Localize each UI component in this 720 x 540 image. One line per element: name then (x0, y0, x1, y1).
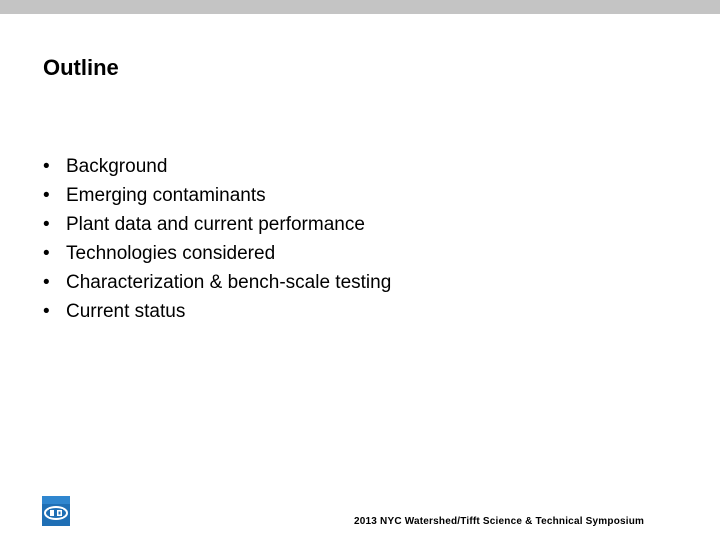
bullet-text: Plant data and current performance (66, 214, 365, 235)
list-item (43, 210, 391, 239)
bullet-icon: • (43, 272, 50, 293)
bullet-icon: • (43, 185, 50, 206)
list-item (43, 239, 391, 268)
organization-logo-icon (42, 496, 70, 526)
list-item (43, 268, 391, 297)
list-item (43, 152, 391, 181)
bullet-icon: • (43, 214, 50, 235)
list-item (43, 297, 391, 326)
footer-text: 2013 NYC Watershed/Tifft Science & Technical Symposium (354, 516, 645, 527)
list-item (43, 181, 391, 210)
bullet-text: Technologies considered (66, 243, 276, 264)
bullet-icon: • (43, 301, 50, 322)
top-bar (0, 0, 720, 14)
bullet-icon: • (43, 156, 50, 177)
bullet-text: Current status (66, 301, 186, 322)
bullet-text: Characterization & bench-scale testing (66, 272, 392, 293)
slide-title: Outline (43, 55, 119, 80)
bullet-list (43, 152, 391, 326)
bullet-text: Emerging contaminants (66, 185, 266, 206)
bullet-text: Background (66, 156, 168, 177)
bullet-icon: • (43, 243, 50, 264)
